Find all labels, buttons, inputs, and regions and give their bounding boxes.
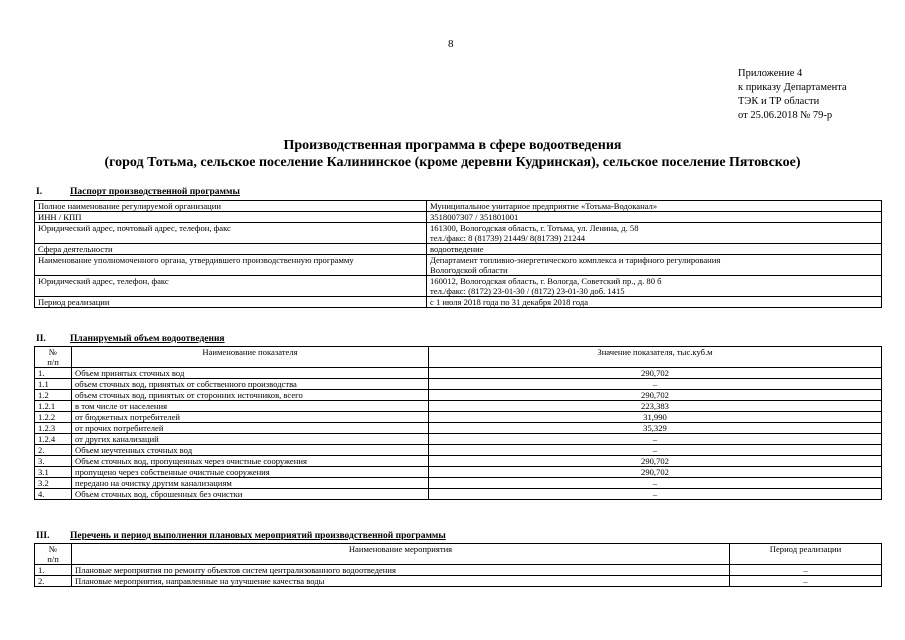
row-number: 2.	[35, 576, 72, 587]
table-row	[35, 489, 882, 500]
passport-table	[34, 200, 882, 308]
row-number: 1.2.1	[35, 401, 72, 412]
passport-value	[427, 255, 882, 276]
page-number: 8	[448, 38, 454, 50]
header-num-line: п/п	[47, 554, 59, 564]
row-number: 4.	[35, 489, 72, 500]
row-value: –	[429, 379, 882, 390]
section2-title: Планируемый объем водоотведения	[70, 334, 225, 344]
section1-title: Паспорт производственной программы	[70, 187, 240, 197]
appendix-line: от 25.06.2018 № 79-р	[738, 110, 833, 121]
passport-value: с 1 июля 2018 года по 31 декабря 2018 года	[427, 297, 882, 308]
table-header-row	[35, 544, 882, 565]
table-row	[35, 565, 882, 576]
table-row	[35, 212, 882, 223]
row-value: 31,990	[429, 412, 882, 423]
row-value: 223,383	[429, 401, 882, 412]
row-value: 290,702	[429, 467, 882, 478]
appendix-line: к приказу Департамента	[738, 82, 847, 93]
row-value: –	[429, 478, 882, 489]
row-number: 1.2.3	[35, 423, 72, 434]
row-name: Плановые мероприятия, направленные на улучшение качества воды	[72, 576, 730, 587]
row-number: 1.1	[35, 379, 72, 390]
passport-label: Юридический адрес, телефон, факс	[35, 276, 427, 297]
table-row	[35, 255, 882, 276]
row-name: от других канализаций	[72, 434, 429, 445]
row-value: –	[429, 445, 882, 456]
row-name: от бюджетных потребителей	[72, 412, 429, 423]
appendix-block	[738, 67, 847, 123]
table-row	[35, 368, 882, 379]
table-row	[35, 423, 882, 434]
row-period: –	[730, 565, 882, 576]
row-value: 290,702	[429, 368, 882, 379]
row-number: 1.2.2	[35, 412, 72, 423]
document-title: Производственная программа в сфере водоотведения	[283, 138, 622, 153]
row-number: 1.2	[35, 390, 72, 401]
row-name: Объем сточных вод, сброшенных без очистки	[72, 489, 429, 500]
passport-value: водоотведение	[427, 244, 882, 255]
row-number: 2.	[35, 445, 72, 456]
row-value: 290,702	[429, 390, 882, 401]
row-name: пропущено через собственные очистные сооружения	[72, 467, 429, 478]
row-number: 1.	[35, 368, 72, 379]
row-number: 1.	[35, 565, 72, 576]
row-name: передано на очистку другим канализациям	[72, 478, 429, 489]
passport-label: Юридический адрес, почтовый адрес, телефон, факс	[35, 223, 427, 244]
row-name: Объем неучтенных сточных вод	[72, 445, 429, 456]
passport-label: Период реализации	[35, 297, 427, 308]
column-header-name: Наименование показателя	[72, 347, 429, 368]
row-name: объем сточных вод, принятых от сторонних источников, всего	[72, 390, 429, 401]
passport-value: Муниципальное унитарное предприятие «Тотьма-Водоканал»	[427, 201, 882, 212]
row-number: 3.1	[35, 467, 72, 478]
row-number: 1.2.4	[35, 434, 72, 445]
row-value: 35,329	[429, 423, 882, 434]
appendix-line: ТЭК и ТР области	[738, 96, 820, 107]
table-row	[35, 201, 882, 212]
passport-value: 3518007307 / 351801001	[427, 212, 882, 223]
passport-label: Сфера деятельности	[35, 244, 427, 255]
table-row	[35, 223, 882, 244]
row-name: Объем принятых сточных вод	[72, 368, 429, 379]
header-num-line: №	[48, 544, 58, 554]
table-row	[35, 401, 882, 412]
passport-label: Наименование уполномоченного органа, утвердившего производственную программу	[35, 255, 427, 276]
passport-value-line: Вологодской области	[430, 265, 508, 275]
column-header-period: Период реализации	[730, 544, 882, 565]
row-name: от прочих потребителей	[72, 423, 429, 434]
table-row	[35, 456, 882, 467]
row-number: 3.	[35, 456, 72, 467]
passport-label: ИНН / КПП	[35, 212, 427, 223]
section3-number: III.	[36, 531, 50, 541]
section3-heading	[36, 531, 446, 541]
section3-title: Перечень и период выполнения плановых мероприятий производственной программы	[70, 531, 446, 541]
row-name: Объем сточных вод, пропущенных через очистные сооружения	[72, 456, 429, 467]
passport-label: Полное наименование регулируемой организации	[35, 201, 427, 212]
column-header-value: Значение показателя, тыс.куб.м	[429, 347, 882, 368]
table-row	[35, 297, 882, 308]
table-row	[35, 434, 882, 445]
passport-value-line: 161300, Вологодская область, г. Тотьма, ул. Ленина, д. 58	[430, 223, 639, 233]
passport-value-line: 160012, Вологодская область, г. Вологда, Советский пр., д. 80 б	[430, 276, 662, 286]
section2-number: II.	[36, 334, 46, 344]
table-row	[35, 390, 882, 401]
row-value: –	[429, 489, 882, 500]
section1-number: I.	[36, 187, 43, 197]
document-subtitle: (город Тотьма, сельское поселение Калининское (кроме деревни Кудринская), сельское поселение Пятовское)	[104, 155, 801, 170]
passport-value	[427, 276, 882, 297]
volume-table	[34, 346, 882, 500]
appendix-line: Приложение 4	[738, 68, 803, 79]
passport-value-line: тел./факс: 8 (81739) 21449/ 8(81739) 21244	[430, 233, 586, 243]
table-row	[35, 379, 882, 390]
passport-value	[427, 223, 882, 244]
section2-heading	[36, 334, 225, 344]
table-row	[35, 467, 882, 478]
column-header-number	[35, 544, 72, 565]
table-row	[35, 576, 882, 587]
events-table	[34, 543, 882, 587]
row-period: –	[730, 576, 882, 587]
table-row	[35, 412, 882, 423]
passport-value-line: тел./факс: (8172) 23-01-30 / (8172) 23-01-30 доб. 1415	[430, 286, 625, 296]
table-header-row	[35, 347, 882, 368]
header-num-line: №	[48, 347, 58, 357]
passport-value-line: Департамент топливно-энергетического комплекса и тарифного регулирования	[430, 255, 721, 265]
section1-heading	[36, 187, 240, 197]
row-value: –	[429, 434, 882, 445]
column-header-number	[35, 347, 72, 368]
table-row	[35, 478, 882, 489]
row-name: Плановые мероприятия по ремонту объектов систем централизованного водоотведения	[72, 565, 730, 576]
table-row	[35, 445, 882, 456]
row-name: в том числе от населения	[72, 401, 429, 412]
header-num-line: п/п	[47, 357, 59, 367]
row-name: объем сточных вод, принятых от собственного производства	[72, 379, 429, 390]
row-value: 290,702	[429, 456, 882, 467]
column-header-name: Наименование мероприятия	[72, 544, 730, 565]
table-row	[35, 244, 882, 255]
table-row	[35, 276, 882, 297]
row-number: 3.2	[35, 478, 72, 489]
